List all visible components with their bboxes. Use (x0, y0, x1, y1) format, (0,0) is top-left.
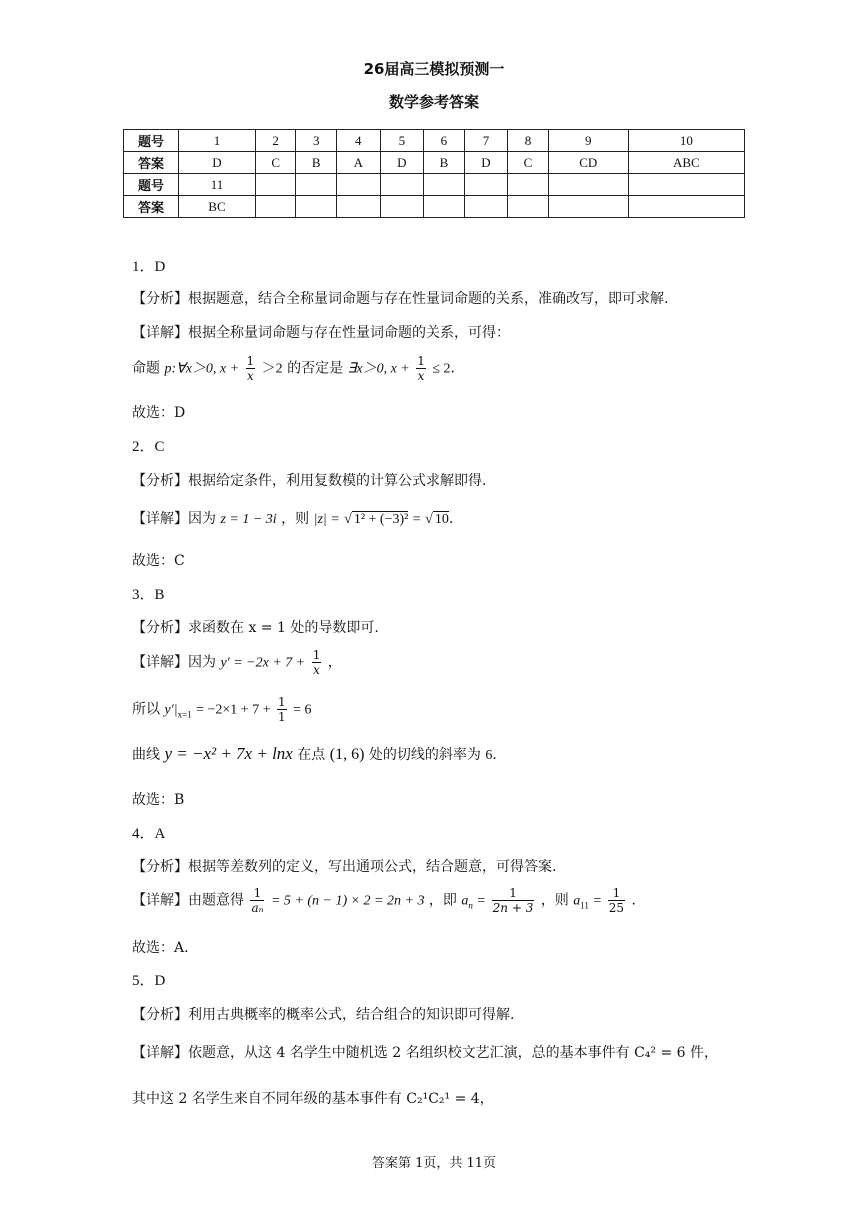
text: 【详解】由题意得 (132, 892, 244, 909)
formula: 6 (485, 748, 493, 763)
fraction (250, 886, 264, 915)
q3-analysis: 【分析】求函数在 x = 1 处的导数即可. (132, 620, 379, 636)
denominator: x (246, 369, 254, 383)
text: ，则 (281, 511, 310, 527)
formula: y′ = −2x + 7 + (220, 655, 306, 671)
denominator: 1 (278, 710, 286, 724)
table-cell: 4 (337, 130, 381, 152)
q5-heading: 5．D (132, 973, 166, 989)
table-cell (548, 196, 628, 218)
q2-choice: 故选：C (132, 553, 185, 569)
q4-analysis: 【分析】根据等差数列的定义，写出通项公式，结合题意，可得答案. (132, 859, 557, 875)
table-cell (628, 196, 744, 218)
fraction (246, 354, 256, 383)
table-cell: 8 (508, 130, 549, 152)
numerator: 1 (608, 886, 625, 901)
table-cell (424, 196, 465, 218)
page-footer: 答案第 1页，共 11页 (371, 1156, 497, 1171)
text: . (448, 511, 454, 527)
q5-detail: 【详解】依题意，从这 4 名学生中随机选 2 名组织校文艺汇演，总的基本事件有 C₄² = 6 件， (132, 1045, 718, 1061)
text: 的否定是 (287, 360, 344, 377)
table-cell (296, 174, 337, 196)
numerator: 1 (278, 695, 286, 709)
formula: ∃x＞0, x + (347, 361, 410, 377)
q3-so (132, 695, 312, 724)
table-cell (296, 196, 337, 218)
numerator: 1 (246, 354, 255, 368)
table-cell: B (424, 152, 465, 174)
table-cell (255, 174, 296, 196)
formula: = 6 (293, 702, 312, 718)
table-cell (464, 196, 508, 218)
denominator: x (313, 663, 320, 677)
formula: y = −x² + 7x + lnx (164, 744, 293, 763)
q5-analysis: 【分析】利用古典概率的概率公式，结合组合的知识即可得解. (132, 1007, 515, 1023)
text: 处的切线的斜率为 (368, 747, 481, 763)
formula: = (477, 893, 486, 909)
fraction (312, 648, 322, 677)
table-cell: D (464, 152, 508, 174)
q3-heading: 3．B (132, 587, 165, 603)
formula: (1, 6) (329, 746, 365, 763)
numerator: 1 (417, 354, 425, 368)
answer-table (123, 129, 745, 218)
table-cell: 11 (179, 174, 256, 196)
table-cell: 3 (296, 130, 337, 152)
q3-detail (132, 648, 342, 677)
text: 曲线 (132, 747, 160, 763)
table-cell: 9 (548, 130, 628, 152)
text: 在点 (297, 747, 326, 763)
table-cell (508, 196, 549, 218)
table-cell: 7 (464, 130, 508, 152)
formula: ≤ 2 (432, 361, 451, 377)
sqrt-sign: √ (425, 512, 433, 527)
table-cell (380, 196, 424, 218)
q4-heading: 4．A (132, 826, 166, 842)
row-label: 答案 (124, 196, 179, 218)
formula: ＞2 (261, 361, 283, 377)
denominator: 25 (608, 901, 625, 915)
denominator: x (417, 369, 425, 383)
q1-analysis: 【分析】根据题意，结合全称量词命题与存在性量词命题的关系，准确改写，即可求解. (132, 291, 669, 307)
text: 【详解】因为 (132, 654, 216, 671)
table-cell: D (179, 152, 256, 174)
text: ． (631, 892, 646, 909)
q4-choice: 故选：A. (132, 940, 189, 956)
row-label: 题号 (124, 130, 179, 152)
formula: = (412, 512, 421, 527)
table-cell: A (337, 152, 381, 174)
formula: |z| = (313, 512, 340, 527)
subscript: 11 (580, 900, 589, 911)
sqrt-sign: √ (344, 512, 352, 527)
table-cell: ABC (628, 152, 744, 174)
q2-heading: 2．C (132, 439, 165, 455)
table-cell (508, 174, 549, 196)
text: ， (327, 654, 342, 671)
table-cell (548, 174, 628, 196)
text: ． (492, 747, 507, 763)
table-cell: CD (548, 152, 628, 174)
table-cell (337, 196, 381, 218)
table-cell (628, 174, 744, 196)
q1-proposition (132, 354, 465, 383)
table-row (124, 174, 745, 196)
numerator: 1 (492, 886, 535, 901)
table-row (124, 152, 745, 174)
text: ，即 (428, 892, 457, 909)
subscript: n (468, 900, 473, 911)
formula: 10 (434, 512, 449, 527)
table-cell (464, 174, 508, 196)
table-cell (380, 174, 424, 196)
formula: a (573, 893, 581, 909)
q2-detail (132, 508, 453, 528)
denominator: 2n + 3 (492, 901, 534, 915)
fraction (277, 695, 287, 724)
text: ，则 (540, 892, 569, 909)
text: 【详解】因为 (132, 511, 216, 527)
table-cell: 2 (255, 130, 296, 152)
table-cell (424, 174, 465, 196)
table-cell: B (296, 152, 337, 174)
q1-detail: 【详解】根据全称量词命题与存在性量词命题的关系，可得： (132, 325, 510, 341)
table-cell: BC (179, 196, 256, 218)
table-cell (255, 196, 296, 218)
table-row (124, 130, 745, 152)
subscript: x=1 (177, 709, 192, 720)
table-cell: 6 (424, 130, 465, 152)
q1-heading: 1．D (132, 259, 166, 275)
table-cell: C (255, 152, 296, 174)
page-subtitle: 数学参考答案 (388, 93, 479, 111)
page-title: 26届高三模拟预测一 (363, 60, 505, 78)
numerator: 1 (312, 648, 321, 662)
text: 所以 (132, 701, 160, 718)
table-cell: 10 (628, 130, 744, 152)
formula: = −2×1 + 7 + (196, 702, 271, 718)
fraction (608, 886, 625, 915)
numerator: 1 (250, 886, 264, 901)
q4-detail (132, 886, 645, 915)
q3-curve (132, 744, 506, 764)
text: 命题 (132, 360, 160, 377)
fraction (492, 886, 535, 915)
text: ． (450, 360, 465, 377)
table-cell (337, 174, 381, 196)
formula: a (461, 893, 469, 909)
formula: y′| (164, 702, 178, 718)
table-cell: D (380, 152, 424, 174)
formula: 1² + (−3)² (353, 512, 409, 527)
formula: z = 1 − 3i (220, 512, 277, 527)
row-label: 答案 (124, 152, 179, 174)
q5-detail-2: 其中这 2 名学生来自不同年级的基本事件有 C₂¹C₂¹ = 4， (132, 1091, 494, 1107)
table-cell: 5 (380, 130, 424, 152)
formula: = 5 + (n − 1) × 2 = 2n + 3 (270, 893, 425, 909)
q3-choice: 故选：B (132, 792, 185, 808)
table-cell: C (508, 152, 549, 174)
table-cell: 1 (179, 130, 256, 152)
denominator: aₙ (251, 901, 264, 915)
q1-choice: 故选：D (132, 405, 186, 421)
q2-analysis: 【分析】根据给定条件，利用复数模的计算公式求解即得. (132, 473, 487, 489)
formula: = (593, 893, 602, 909)
row-label: 题号 (124, 174, 179, 196)
formula: p:∀x＞0, x + (164, 361, 240, 377)
fraction (416, 354, 426, 383)
table-row (124, 196, 745, 218)
